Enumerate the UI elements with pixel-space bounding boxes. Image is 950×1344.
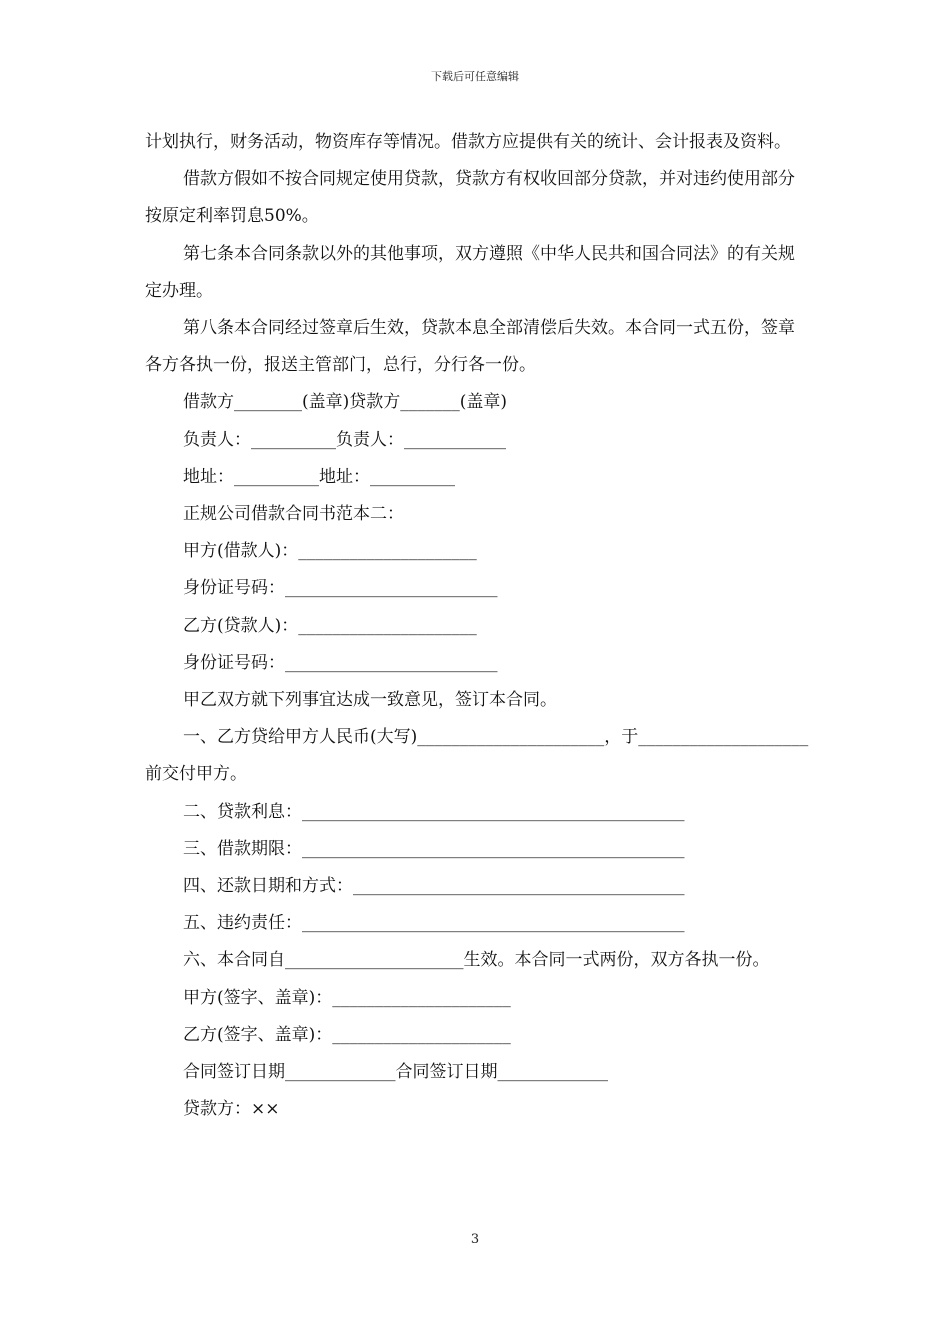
paragraph: 贷款方：×× <box>183 1099 280 1120</box>
clause: 六、本合同自_____________________生效。本合同一式两份，双方各执一份。 <box>183 950 770 971</box>
signature-line: 负责人：__________负责人：____________ <box>183 429 506 450</box>
clause: 五、违约责任：_____________________________________________ <box>183 913 685 934</box>
paragraph: 借款方假如不按合同规定使用贷款，贷款方有权收回部分贷款，并对违约使用部分按原定利率罚息50%。 <box>145 169 795 227</box>
clause: 三、借款期限：_____________________________________________ <box>183 838 685 859</box>
signature-line: 借款方________(盖章)贷款方_______(盖章) <box>183 392 508 413</box>
form-line: 身份证号码：_________________________ <box>183 578 498 599</box>
form-line: 身份证号码：_________________________ <box>183 652 498 673</box>
clause: 二、贷款利息：_____________________________________________ <box>183 801 685 822</box>
clause: 一、乙方贷给甲方人民币(大写)______________________，于____________________前交付甲方。 <box>145 727 809 785</box>
section-heading: 正规公司借款合同书范本二： <box>183 504 404 525</box>
paragraph: 甲乙双方就下列事宜达成一致意见，签订本合同。 <box>183 690 557 711</box>
page-number: 3 <box>470 1232 480 1247</box>
paragraph: 第七条本合同条款以外的其他事项，双方遵照《中华人民共和国合同法》的有关规定办理。 <box>145 243 795 301</box>
signature-line: 地址：__________地址：__________ <box>183 466 455 487</box>
paragraph: 计划执行，财务活动，物资库存等情况。借款方应提供有关的统计、会计报表及资料。 <box>145 132 791 152</box>
paragraph: 第八条本合同经过签章后生效，贷款本息全部清偿后失效。本合同一式五份，签章各方各执一份，报送主管部门，总行，分行各一份。 <box>145 318 795 376</box>
page-header: 下载后可任意编辑 <box>431 70 519 83</box>
document-body <box>145 124 810 1128</box>
signature-line: 乙方(签字、盖章)：_____________________ <box>183 1024 511 1045</box>
form-line: 甲方(借款人)：_____________________ <box>183 541 477 562</box>
clause: 四、还款日期和方式：_______________________________________ <box>183 876 685 897</box>
form-line: 乙方(贷款人)：_____________________ <box>183 615 477 636</box>
date-line: 合同签订日期_____________合同签订日期_____________ <box>183 1062 608 1083</box>
signature-line: 甲方(签字、盖章)：_____________________ <box>183 987 511 1008</box>
